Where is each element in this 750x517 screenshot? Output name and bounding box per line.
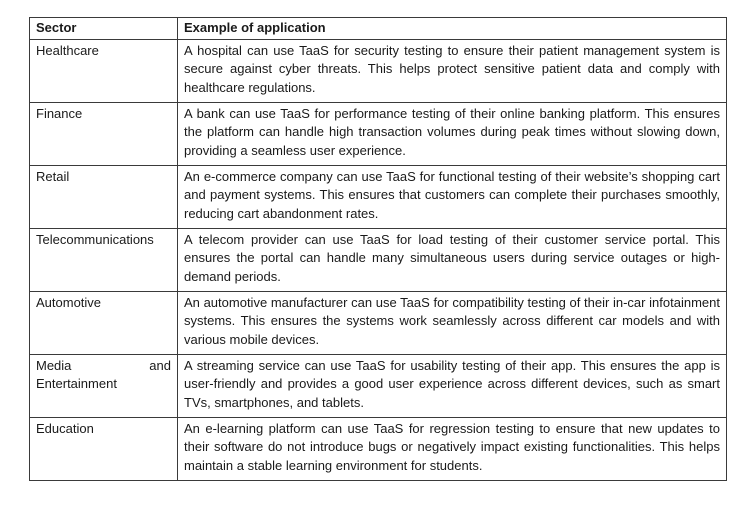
sector-cell: Finance xyxy=(30,102,178,165)
example-cell: An e-commerce company can use TaaS for functional testing of their website’s shopping cart and payment systems. This ensures that customers can complete their purchases smoothly, reducing cart abandonment rates. xyxy=(178,165,727,228)
table-row xyxy=(30,354,727,417)
sector-cell: Education xyxy=(30,417,178,480)
header-example: Example of application xyxy=(178,18,727,40)
sector-cell: Telecommunications xyxy=(30,228,178,291)
table-row xyxy=(30,291,727,354)
table-row xyxy=(30,39,727,102)
table-row xyxy=(30,228,727,291)
sector-cell: Healthcare xyxy=(30,39,178,102)
example-cell: A hospital can use TaaS for security testing to ensure their patient management system is secure against cyber threats. This helps protect sensitive patient data and comply with healthcare regulations. xyxy=(178,39,727,102)
sector-application-table xyxy=(29,17,727,481)
table-row xyxy=(30,165,727,228)
sector-cell: Automotive xyxy=(30,291,178,354)
example-cell: A streaming service can use TaaS for usability testing of their app. This ensures the app is user-friendly and provides a good user experience across different devices, such as smart TVs, smartphones, and tablets. xyxy=(178,354,727,417)
sector-cell: Retail xyxy=(30,165,178,228)
table-row xyxy=(30,417,727,480)
sector-cell: Media and Entertainment xyxy=(30,354,178,417)
header-sector: Sector xyxy=(30,18,178,40)
example-cell: An e-learning platform can use TaaS for regression testing to ensure that new updates to their software do not introduce bugs or negatively impact existing functionalities. This helps maintain a stable learning environment for students. xyxy=(178,417,727,480)
table-header-row xyxy=(30,18,727,40)
table-row xyxy=(30,102,727,165)
example-cell: An automotive manufacturer can use TaaS for compatibility testing of their in-car infotainment systems. This ensures the systems work seamlessly across different car models and with various mobile devices. xyxy=(178,291,727,354)
example-cell: A bank can use TaaS for performance testing of their online banking platform. This ensures the platform can handle high transaction volumes during peak times without slowing down, providing a seamless user experience. xyxy=(178,102,727,165)
example-cell: A telecom provider can use TaaS for load testing of their customer service portal. This ensures the portal can handle many simultaneous users during service outages or high-demand periods. xyxy=(178,228,727,291)
